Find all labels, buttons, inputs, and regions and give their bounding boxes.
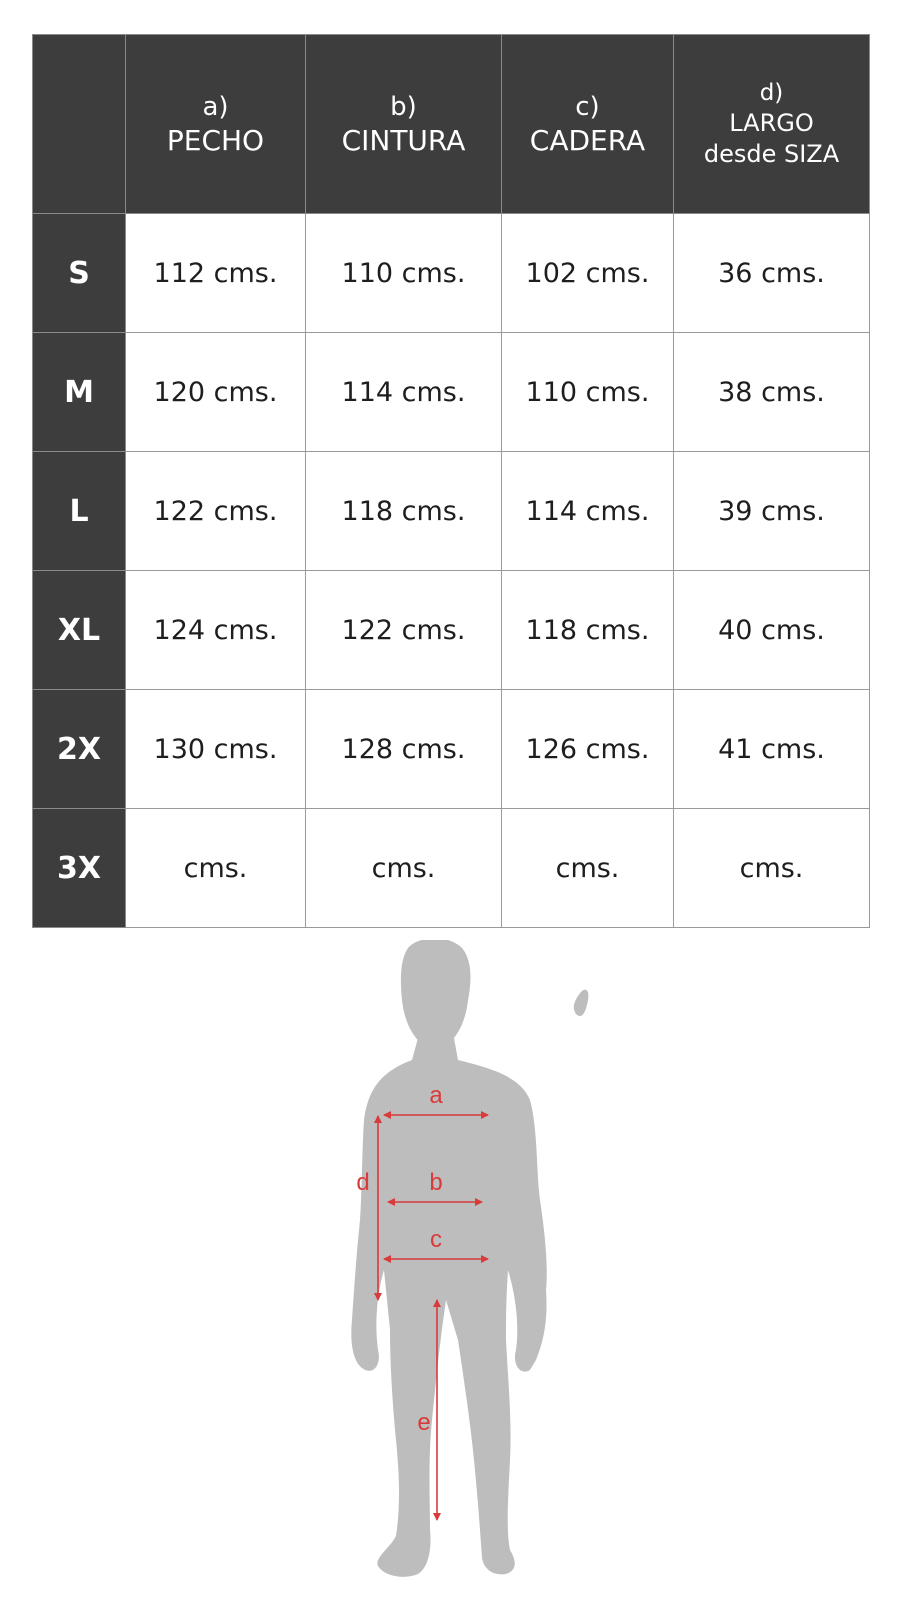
column-name-line2: desde SIZA bbox=[703, 140, 840, 168]
measurement-cell: 130 cms. bbox=[126, 690, 306, 809]
table-row bbox=[33, 333, 870, 452]
measurement-cell: 40 cms. bbox=[674, 571, 870, 690]
header-corner-cell bbox=[33, 35, 126, 214]
measurement-cell: 36 cms. bbox=[674, 214, 870, 333]
column-letter: b) bbox=[390, 92, 417, 122]
size-label: L bbox=[33, 452, 126, 571]
measurement-cell: 126 cms. bbox=[502, 690, 674, 809]
size-chart-table bbox=[32, 34, 870, 928]
table-row bbox=[33, 571, 870, 690]
measurement-cell: 118 cms. bbox=[306, 452, 502, 571]
size-label: S bbox=[33, 214, 126, 333]
size-label: 3X bbox=[33, 809, 126, 928]
measurement-cell: 112 cms. bbox=[126, 214, 306, 333]
column-letter: a) bbox=[202, 92, 229, 122]
column-name: PECHO bbox=[166, 124, 265, 157]
measurement-cell: cms. bbox=[674, 809, 870, 928]
table-row bbox=[33, 452, 870, 571]
label-b: b bbox=[429, 1169, 443, 1196]
measurement-cell: 110 cms. bbox=[502, 333, 674, 452]
measurement-cell: 122 cms. bbox=[306, 571, 502, 690]
column-name: CINTURA bbox=[341, 124, 466, 157]
measurement-cell: cms. bbox=[502, 809, 674, 928]
size-label: M bbox=[33, 333, 126, 452]
table-row bbox=[33, 809, 870, 928]
label-a: a bbox=[429, 1082, 443, 1109]
measurement-cell: 114 cms. bbox=[306, 333, 502, 452]
measurement-cell: 38 cms. bbox=[674, 333, 870, 452]
size-label: 2X bbox=[33, 690, 126, 809]
column-header-pecho bbox=[126, 35, 306, 214]
column-letter: c) bbox=[575, 92, 600, 122]
column-header-cintura bbox=[306, 35, 502, 214]
measurement-cell: 128 cms. bbox=[306, 690, 502, 809]
body-silhouette-svg bbox=[0, 940, 900, 1600]
label-e: e bbox=[417, 1409, 431, 1436]
label-d: d bbox=[356, 1169, 370, 1196]
table-row bbox=[33, 690, 870, 809]
measurement-cell: 114 cms. bbox=[502, 452, 674, 571]
measurement-cell: 39 cms. bbox=[674, 452, 870, 571]
measurement-cell: 102 cms. bbox=[502, 214, 674, 333]
column-header-largo bbox=[674, 35, 870, 214]
body-measurement-figure bbox=[0, 940, 900, 1600]
measurement-cell: 120 cms. bbox=[126, 333, 306, 452]
table-header-row bbox=[33, 35, 870, 214]
table-row bbox=[33, 214, 870, 333]
size-label: XL bbox=[33, 571, 126, 690]
measurement-cell: cms. bbox=[126, 809, 306, 928]
measurement-cell: 110 cms. bbox=[306, 214, 502, 333]
measurement-cell: 118 cms. bbox=[502, 571, 674, 690]
measurement-cell: cms. bbox=[306, 809, 502, 928]
label-c: c bbox=[430, 1226, 442, 1253]
column-name: LARGO bbox=[729, 109, 814, 137]
column-header-cadera bbox=[502, 35, 674, 214]
measurement-cell: 122 cms. bbox=[126, 452, 306, 571]
column-name: CADERA bbox=[529, 124, 646, 157]
column-letter: d) bbox=[759, 80, 784, 106]
measurement-cell: 124 cms. bbox=[126, 571, 306, 690]
measurement-cell: 41 cms. bbox=[674, 690, 870, 809]
